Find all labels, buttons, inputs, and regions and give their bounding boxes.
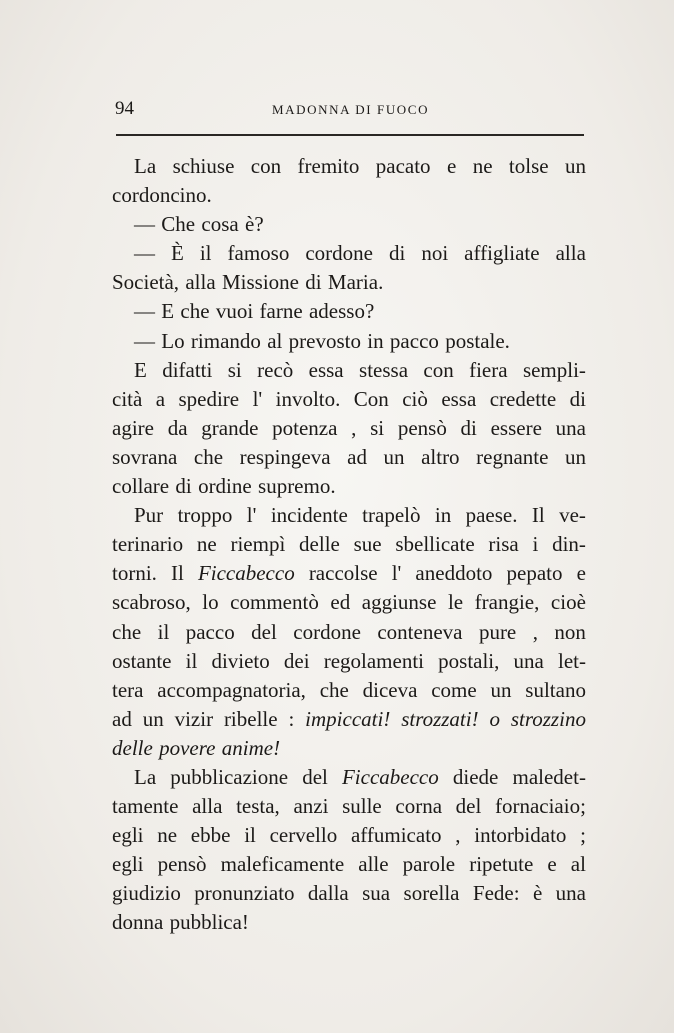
word: che <box>112 619 142 644</box>
text-line <box>112 152 586 181</box>
text-line <box>112 821 586 850</box>
word: affigliate <box>464 241 540 266</box>
word: cioè <box>550 590 586 615</box>
word: che <box>319 677 349 702</box>
running-title: MADONNA DI FUOCO <box>272 102 430 117</box>
text-line <box>112 763 586 792</box>
text-line <box>112 588 586 617</box>
word: corna <box>395 794 443 819</box>
word: Missione <box>221 270 299 295</box>
word: pepato <box>506 561 563 586</box>
word: fornaciaio; <box>494 794 586 819</box>
word: adesso? <box>308 299 375 324</box>
word: La <box>134 764 157 789</box>
word: è? <box>245 212 264 237</box>
word: da <box>167 415 188 440</box>
word: terinario <box>112 532 184 557</box>
text-line <box>112 705 586 734</box>
word: sultano <box>525 677 586 702</box>
word: una <box>555 415 586 440</box>
word: che <box>180 299 210 324</box>
word: cosa <box>201 212 239 237</box>
word: troppo <box>177 503 233 528</box>
word: vuoi <box>215 299 254 324</box>
text-line <box>112 879 586 908</box>
word: l' <box>391 561 402 586</box>
text-line <box>112 559 586 588</box>
word: farne <box>259 299 303 324</box>
word: raccolse <box>308 561 378 586</box>
word: stessa <box>359 357 409 382</box>
word: let- <box>558 648 586 673</box>
word: din- <box>552 532 586 557</box>
word: respingeva <box>239 444 331 469</box>
word: di <box>175 474 192 499</box>
word: di <box>388 241 406 266</box>
word: del <box>251 619 277 644</box>
word: sulle <box>342 794 382 819</box>
word: ne <box>196 532 217 557</box>
word: — <box>134 241 155 266</box>
word: Ficcabecco <box>197 561 295 586</box>
word: involto. <box>275 386 341 411</box>
word: anzi <box>293 794 329 819</box>
word: sempli- <box>522 357 586 382</box>
word: affumicato <box>350 823 442 848</box>
word: Che <box>161 212 196 237</box>
word: grande <box>201 415 259 440</box>
word: il <box>199 241 212 266</box>
word: l' <box>246 503 257 528</box>
text-line <box>112 530 586 559</box>
word: E <box>134 357 147 382</box>
word: del <box>455 794 482 819</box>
word: con <box>250 154 282 178</box>
word: pensò <box>157 852 207 877</box>
word: ne <box>157 823 178 848</box>
word: un <box>564 444 586 469</box>
word: Pur <box>134 503 164 528</box>
text-line <box>112 443 586 472</box>
word: pacco <box>389 328 439 353</box>
word: intorbidato <box>474 823 567 848</box>
word: pubblica! <box>169 910 249 935</box>
word: , <box>351 415 357 440</box>
word: ad <box>347 444 367 469</box>
word: spedire <box>178 386 240 411</box>
word: divieto <box>211 648 270 673</box>
text-line <box>112 268 586 297</box>
word: o <box>489 706 500 731</box>
word: trapelò <box>362 503 421 528</box>
word: donna <box>112 910 164 935</box>
word: impiccati! <box>305 706 391 731</box>
text-line <box>112 327 586 356</box>
word: di <box>569 386 586 411</box>
word: pensò <box>397 415 447 440</box>
word: delle <box>299 532 340 557</box>
word: testa, <box>236 794 280 819</box>
word: giudizio <box>112 881 181 906</box>
word: sovrana <box>112 444 178 469</box>
word: fiera <box>469 357 508 382</box>
word: il <box>185 648 198 673</box>
word: strozzino <box>510 706 586 731</box>
word: egli <box>112 823 144 848</box>
word: ; <box>580 823 586 848</box>
word: credette <box>489 386 557 411</box>
word: essere <box>490 415 542 440</box>
word: ciò <box>402 386 428 411</box>
word: sorella <box>403 881 460 906</box>
word: : <box>288 706 295 731</box>
text-line <box>112 356 586 385</box>
word: difatti <box>162 357 213 382</box>
word: ed <box>330 590 351 615</box>
word: ne <box>472 154 493 178</box>
word: di <box>460 415 477 440</box>
word: aneddoto <box>415 561 493 586</box>
word: e <box>576 561 586 586</box>
word: riempì <box>230 532 286 557</box>
word: collare <box>112 474 170 499</box>
word: al <box>570 852 586 877</box>
word: dei <box>283 648 310 673</box>
word: con <box>423 357 454 382</box>
word: le <box>447 590 464 615</box>
word: postale. <box>445 328 510 353</box>
word: e <box>446 154 457 178</box>
text-line <box>112 181 586 210</box>
text-line <box>112 908 586 937</box>
word: incidente <box>270 503 348 528</box>
word: conteneva <box>377 619 463 644</box>
text-line <box>112 676 586 705</box>
word: fremito <box>297 154 360 178</box>
word: dalla <box>307 881 349 906</box>
word: ripetute <box>469 852 534 877</box>
word: cità <box>112 386 143 411</box>
word: essa <box>441 386 477 411</box>
word: il <box>157 619 170 644</box>
word: l' <box>252 386 263 411</box>
word: scabroso, <box>112 590 191 615</box>
word: Lo <box>161 328 185 353</box>
word: Con <box>353 386 389 411</box>
word: un <box>383 444 405 469</box>
word: potenza <box>272 415 338 440</box>
word: e <box>547 852 557 877</box>
word: alla <box>185 270 216 295</box>
text-line <box>112 210 586 239</box>
body-text <box>112 152 586 938</box>
word: sua <box>362 881 391 906</box>
word: famoso <box>227 241 290 266</box>
text-line <box>112 618 586 647</box>
word: a <box>155 386 166 411</box>
page-number: 94 <box>115 98 134 119</box>
word: maledet- <box>512 764 586 789</box>
word: — <box>134 212 155 237</box>
word: noi <box>421 241 449 266</box>
word: come <box>431 677 477 702</box>
word: vizir <box>174 706 214 731</box>
word: ostante <box>112 648 172 673</box>
word: pacato <box>375 154 431 178</box>
word: — <box>134 328 155 353</box>
text-line <box>112 850 586 879</box>
word: tamente <box>112 794 179 819</box>
word: Il <box>531 503 545 528</box>
word: del <box>302 764 328 789</box>
word: risa <box>488 532 519 557</box>
word: è <box>532 881 543 906</box>
word: diceva <box>362 677 418 702</box>
text-line <box>112 501 586 530</box>
word: cordone <box>293 619 361 644</box>
word: una <box>555 881 586 906</box>
word: anime! <box>221 735 281 760</box>
word: un <box>565 154 586 178</box>
word: agire <box>112 415 154 440</box>
word: ordine <box>198 474 252 499</box>
word: pacco <box>185 619 235 644</box>
word: strozzati! <box>401 706 479 731</box>
word: La <box>134 154 157 178</box>
word: Il <box>171 561 184 586</box>
word: si <box>227 357 242 382</box>
word: i <box>532 532 539 557</box>
word: diede <box>452 764 499 789</box>
text-line <box>112 472 586 501</box>
word: , <box>455 823 461 848</box>
word: ebbe <box>190 823 231 848</box>
word: tera <box>112 677 144 702</box>
word: tolse <box>508 154 549 178</box>
word: ribelle <box>223 706 278 731</box>
text-line <box>112 239 586 268</box>
word: di <box>305 270 322 295</box>
word: postali, <box>438 648 500 673</box>
word: essa <box>308 357 344 382</box>
word: altro <box>421 444 460 469</box>
word: alla <box>192 794 223 819</box>
text-line <box>112 647 586 676</box>
word: si <box>370 415 385 440</box>
word: pubblicazione <box>170 764 289 789</box>
word: accompagnatoria, <box>157 677 306 702</box>
word: un <box>142 706 164 731</box>
word: cordone <box>305 241 373 266</box>
word: Ficcabecco <box>341 764 439 789</box>
word: prevosto <box>288 328 361 353</box>
word: delle <box>112 735 153 760</box>
word: ve- <box>559 503 586 528</box>
text-line <box>112 297 586 326</box>
word: egli <box>112 852 144 877</box>
word: E <box>161 299 175 324</box>
word: alle <box>358 852 389 877</box>
word: schiuse <box>172 154 235 178</box>
word: commentò <box>230 590 319 615</box>
word: ad <box>112 706 132 731</box>
word: regolamenti <box>323 648 424 673</box>
text-line <box>112 385 586 414</box>
word: sbellicate <box>395 532 475 557</box>
word: parole <box>402 852 456 877</box>
word: rimando <box>190 328 261 353</box>
header-rule <box>116 134 584 136</box>
word: Maria. <box>327 270 384 295</box>
word: Fede: <box>472 881 520 906</box>
word: supremo. <box>258 474 336 499</box>
word: aggiunse <box>361 590 437 615</box>
word: lo <box>202 590 219 615</box>
word: una <box>513 648 544 673</box>
word: cervello <box>269 823 338 848</box>
word: — <box>134 299 155 324</box>
word: in <box>434 503 452 528</box>
word: che <box>193 444 224 469</box>
word: cordoncino. <box>112 183 212 208</box>
word: povere <box>159 735 216 760</box>
text-line <box>112 792 586 821</box>
word: il <box>244 823 256 848</box>
word: non <box>554 619 586 644</box>
word: alla <box>555 241 586 266</box>
word: , <box>532 619 538 644</box>
word: un <box>490 677 512 702</box>
word: al <box>267 328 283 353</box>
word: regnante <box>476 444 549 469</box>
word: pronunziato <box>194 881 295 906</box>
word: sue <box>353 532 382 557</box>
word: torni. <box>112 561 157 586</box>
word: paese. <box>465 503 518 528</box>
word: in <box>367 328 384 353</box>
word: Società, <box>112 270 180 295</box>
word: recò <box>257 357 294 382</box>
text-line <box>112 734 586 763</box>
word: È <box>171 241 184 266</box>
word: maleficamente <box>220 852 345 877</box>
word: frangie, <box>474 590 540 615</box>
text-line <box>112 414 586 443</box>
word: pure <box>478 619 517 644</box>
